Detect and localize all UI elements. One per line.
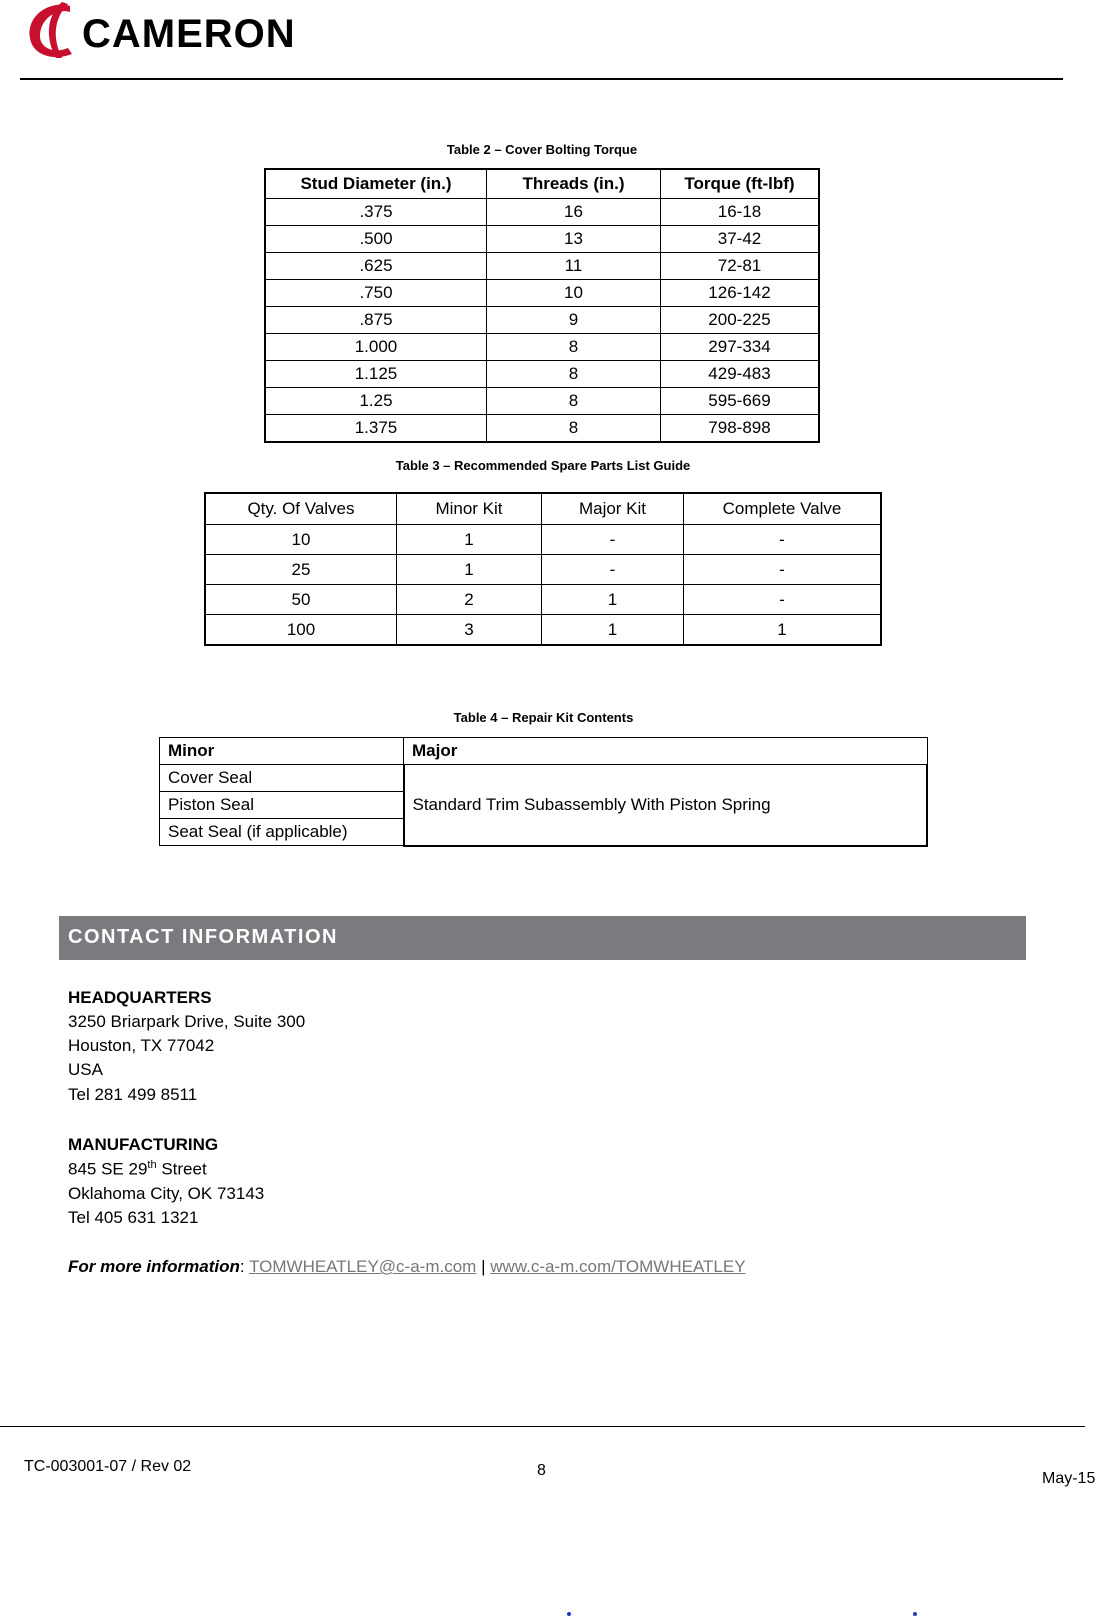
table-cell: -	[542, 555, 684, 585]
table-row	[265, 361, 819, 388]
brand-name: CAMERON	[82, 12, 296, 56]
more-info-line	[68, 1257, 746, 1277]
table-cell: 8	[487, 388, 661, 415]
table-cell: 1	[397, 525, 542, 555]
minor-item: Seat Seal (if applicable)	[160, 819, 404, 846]
table-row	[265, 334, 819, 361]
table-cell: -	[542, 525, 684, 555]
table-cell: 1	[542, 585, 684, 615]
table-row	[205, 555, 881, 585]
footer-divider	[0, 1426, 1085, 1427]
table-cell: 100	[205, 615, 397, 646]
table-cell: 1.125	[265, 361, 487, 388]
mfg-street-ordinal: th	[147, 1159, 157, 1171]
table-cell: 8	[487, 361, 661, 388]
more-info-label: For more information	[68, 1257, 240, 1276]
table-cell: 8	[487, 334, 661, 361]
table-cell: 1.375	[265, 415, 487, 443]
table-cell: 10	[205, 525, 397, 555]
hq-phone: Tel 281 499 8511	[68, 1085, 198, 1104]
table-header: Major Kit	[542, 493, 684, 525]
table-cell: 37-42	[661, 226, 820, 253]
table3-caption: Table 3 – Recommended Spare Parts List Guide	[395, 458, 691, 473]
mfg-heading: MANUFACTURING	[68, 1135, 219, 1154]
hq-address-line: Houston, TX 77042	[68, 1036, 215, 1055]
table-cell: 1	[397, 555, 542, 585]
document-id: TC-003001-07 / Rev 02	[24, 1458, 192, 1475]
table-row	[265, 388, 819, 415]
table-cell: 429-483	[661, 361, 820, 388]
table-cell: 16	[487, 199, 661, 226]
table-row	[265, 307, 819, 334]
table-header: Threads (in.)	[487, 169, 661, 199]
mfg-street-number: 845 SE 29	[68, 1159, 148, 1179]
hq-address-line: USA	[68, 1060, 103, 1079]
table-cell: 798-898	[661, 415, 820, 443]
table-cell: 126-142	[661, 280, 820, 307]
table-cell: 16-18	[661, 199, 820, 226]
mfg-address-line: Oklahoma City, OK 73143	[68, 1184, 265, 1203]
minor-item: Piston Seal	[160, 792, 404, 819]
hq-address-line: 3250 Briarpark Drive, Suite 300	[68, 1012, 306, 1031]
table-cell: 72-81	[661, 253, 820, 280]
table-cell: 1	[542, 615, 684, 646]
table-header: Major	[404, 738, 928, 765]
table-cell: -	[684, 585, 882, 615]
table2-caption: Table 2 – Cover Bolting Torque	[446, 142, 638, 157]
spare-parts-table	[204, 492, 882, 646]
cameron-swoosh-icon	[30, 2, 72, 58]
table-cell: 2	[397, 585, 542, 615]
mfg-street-name: Street	[156, 1159, 207, 1179]
table-cell: 25	[205, 555, 397, 585]
table-cell: 200-225	[661, 307, 820, 334]
page-number: 8	[537, 1462, 546, 1479]
more-info-colon: :	[239, 1257, 245, 1276]
cover-bolting-torque-table	[264, 168, 820, 443]
revision-date: May-15	[1042, 1470, 1096, 1487]
table-cell: -	[684, 525, 882, 555]
table-header: Minor Kit	[397, 493, 542, 525]
table-cell: 1	[684, 615, 882, 646]
table-cell: .625	[265, 253, 487, 280]
link-separator: |	[481, 1257, 486, 1276]
table-cell: .500	[265, 226, 487, 253]
table-cell: -	[684, 555, 882, 585]
table-cell: .375	[265, 199, 487, 226]
hq-heading: HEADQUARTERS	[68, 988, 212, 1007]
table-cell: .750	[265, 280, 487, 307]
table-cell: 1.25	[265, 388, 487, 415]
table4-caption: Table 4 – Repair Kit Contents	[453, 710, 634, 725]
major-item: Standard Trim Subassembly With Piston Spring	[404, 765, 928, 846]
header-divider	[20, 78, 1063, 80]
table-cell: 8	[487, 415, 661, 443]
table-header: Torque (ft-lbf)	[661, 169, 820, 199]
table-cell: 297-334	[661, 334, 820, 361]
table-row	[205, 615, 881, 646]
contact-title: CONTACT INFORMATION	[68, 926, 338, 948]
decorative-dot	[567, 1612, 571, 1616]
table-cell: 3	[397, 615, 542, 646]
table-row	[205, 585, 881, 615]
table-cell: 50	[205, 585, 397, 615]
mfg-street	[68, 1159, 207, 1180]
table-header: Minor	[160, 738, 404, 765]
table-cell: 13	[487, 226, 661, 253]
table-header: Stud Diameter (in.)	[265, 169, 487, 199]
minor-item: Cover Seal	[160, 765, 404, 792]
table-row	[205, 525, 881, 555]
table-header: Complete Valve	[684, 493, 882, 525]
website-link[interactable]: www.c-a-m.com/TOMWHEATLEY	[490, 1257, 746, 1276]
decorative-dot	[913, 1612, 917, 1616]
table-row	[265, 253, 819, 280]
email-link[interactable]: TOMWHEATLEY@c-a-m.com	[249, 1257, 477, 1276]
repair-kit-table	[159, 737, 928, 847]
table-cell: 9	[487, 307, 661, 334]
table-row	[265, 280, 819, 307]
table-row	[265, 226, 819, 253]
table-cell: 11	[487, 253, 661, 280]
mfg-phone: Tel 405 631 1321	[68, 1208, 199, 1227]
table-row	[265, 415, 819, 443]
table-cell: 1.000	[265, 334, 487, 361]
table-cell: .875	[265, 307, 487, 334]
table-header: Qty. Of Valves	[205, 493, 397, 525]
table-cell: 10	[487, 280, 661, 307]
table-row	[265, 199, 819, 226]
table-cell: 595-669	[661, 388, 820, 415]
